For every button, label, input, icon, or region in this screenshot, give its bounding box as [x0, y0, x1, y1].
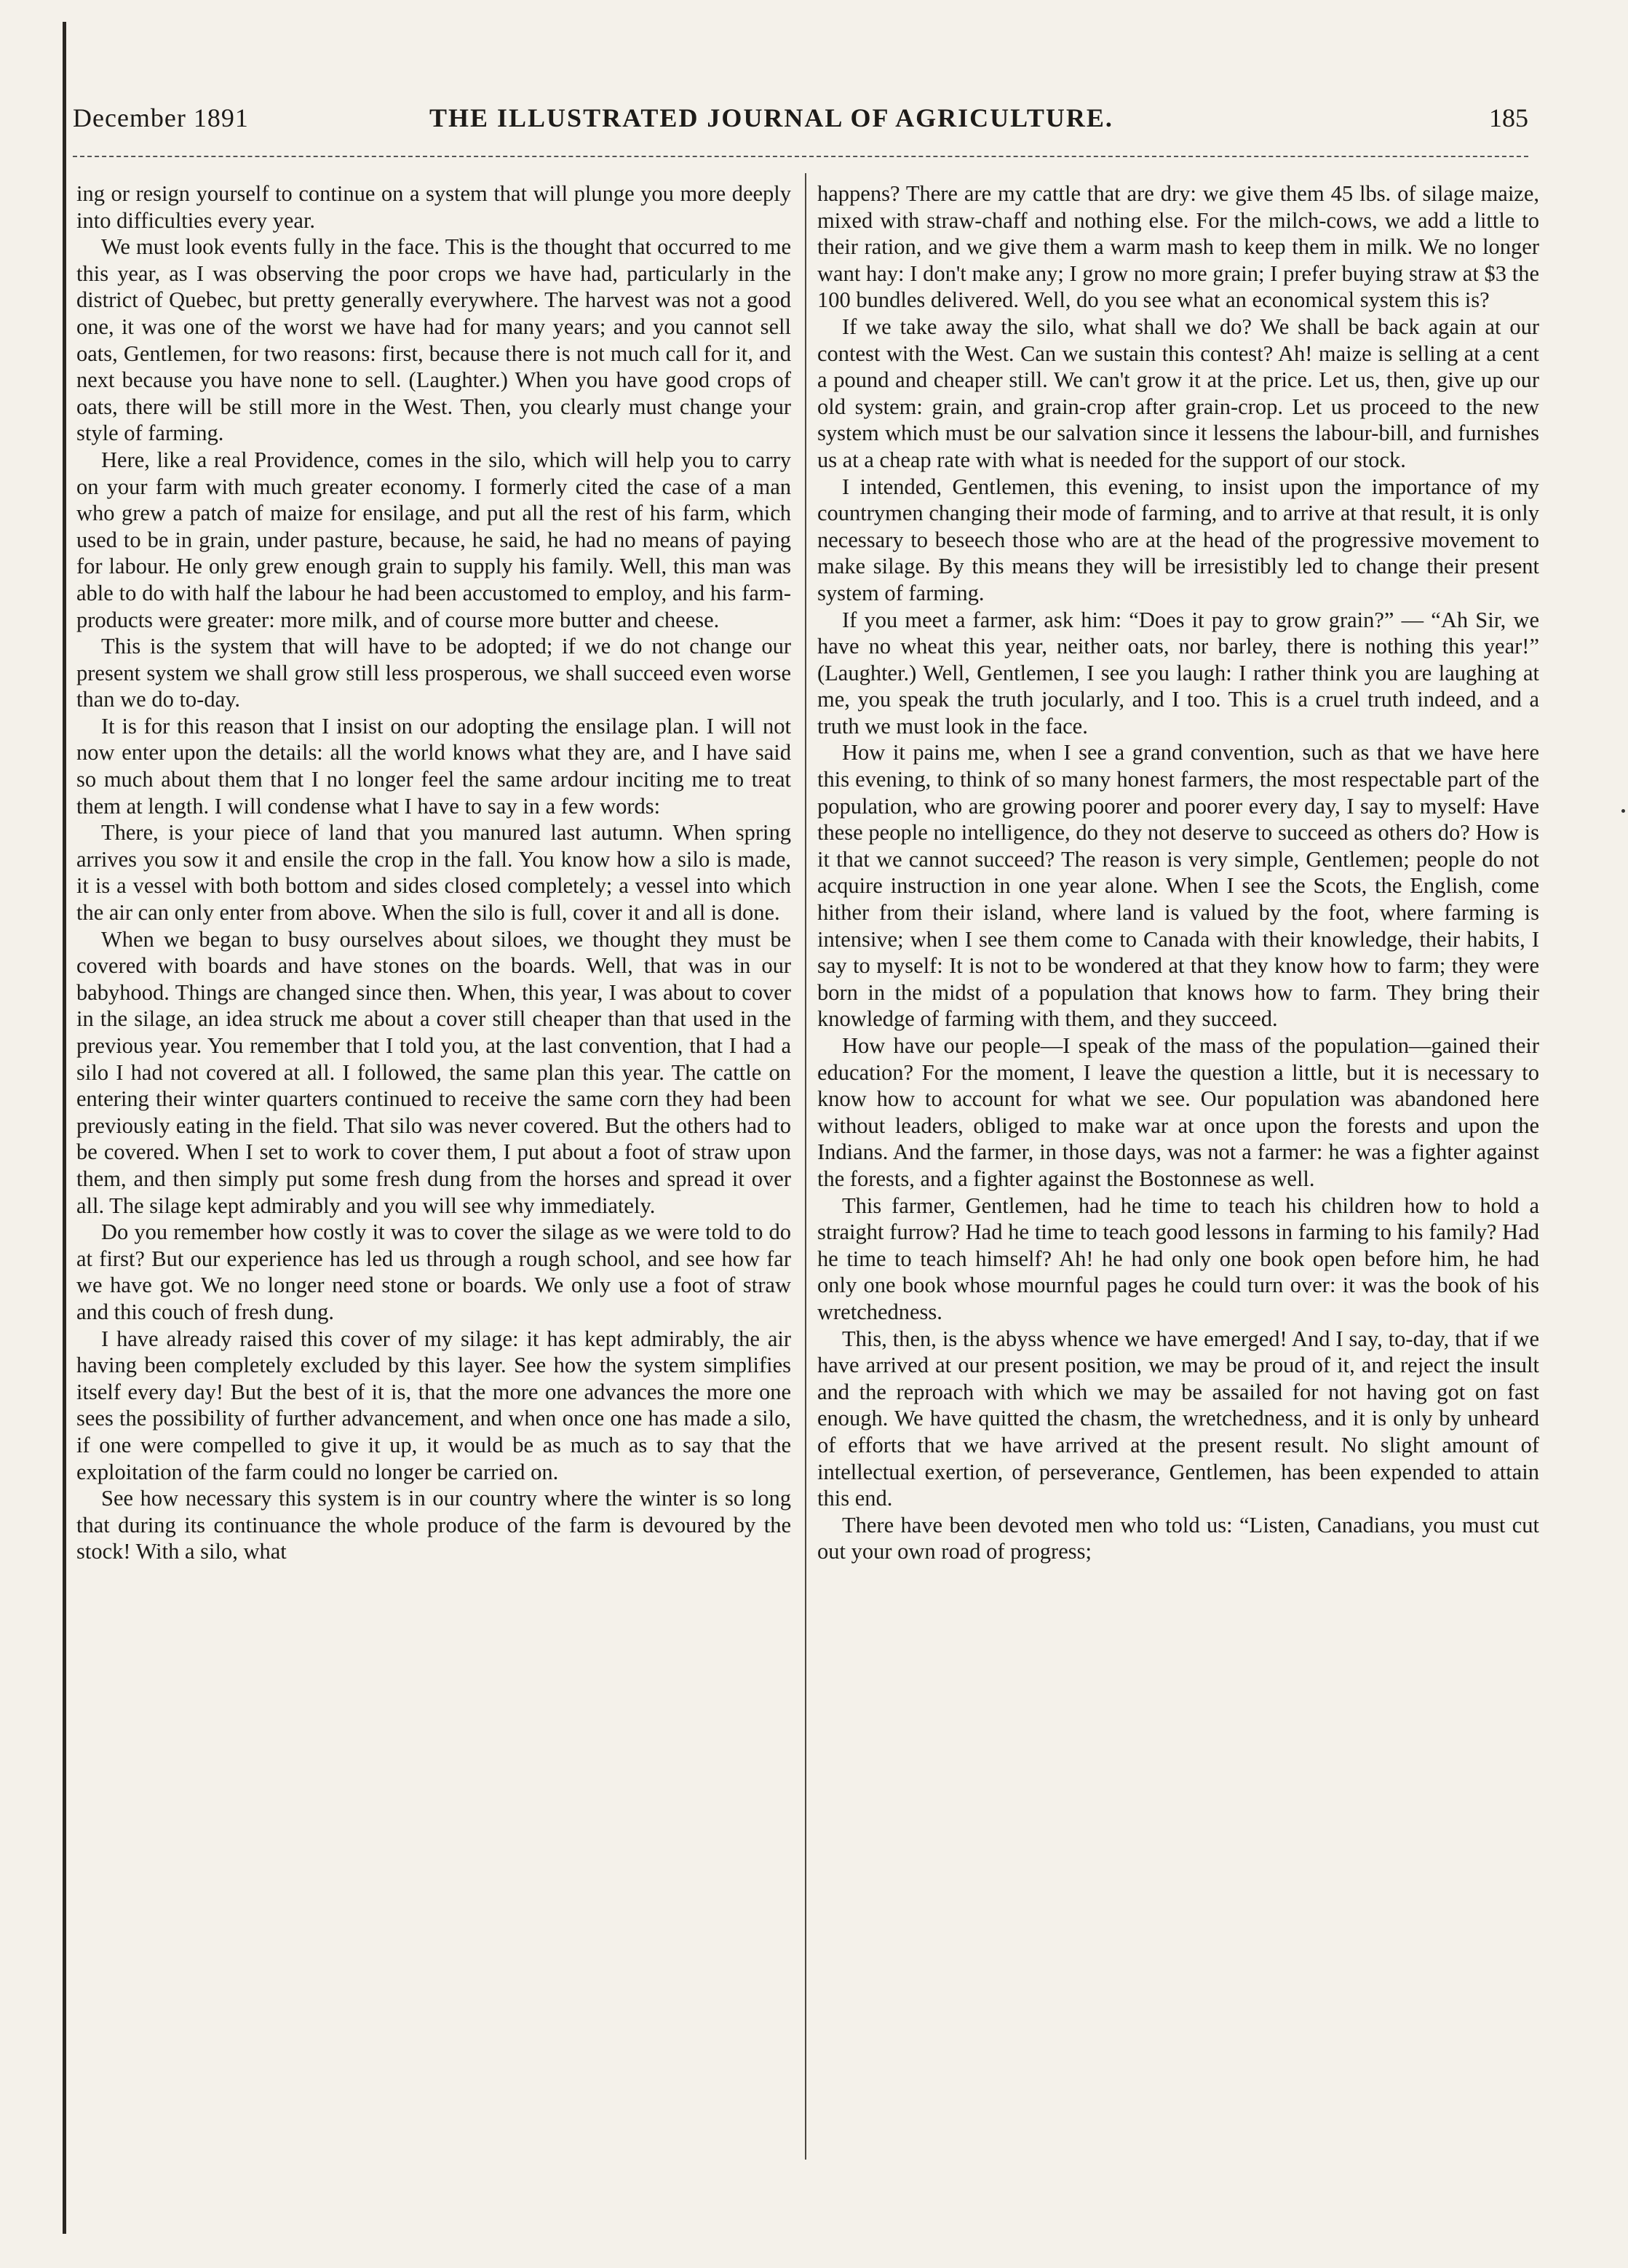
paragraph: When we began to busy ourselves about siloes, we thought they must be covered with boards and have stones on the boards. Well, that was in our babyhood. Things are changed since then. When, this year, I was about to cover in the silage, an idea struck me about a cover still cheaper than that used in the previous year. You remember that I told you, at the last convention, that I had a silo I had not covered at all. I followed, the same plan this year. The cattle on entering their winter quarters continued to receive the same corn they had been previously eating in the field. That silo was never covered. But the others had to be covered. When I set to work to cover them, I put about a foot of straw upon them, and then simply put some fresh dung from the horses and spread it over all. The silage kept admirably and you will see why immediately. [76, 926, 791, 1218]
paragraph: It is for this reason that I insist on our adopting the ensilage plan. I will not now enter upon the details: all the world knows what they are, and I have said so much about them that I no longer feel the same ardour inciting me to treat them at length. I will condense what I have to say in a few words: [76, 713, 791, 819]
paragraph: This, then, is the abyss whence we have emerged! And I say, to-day, that if we have arrived at our present position, we may be proud of it, and reject the insult and the reproach with which we may be assailed for not having got on fast enough. We have quitted the chasm, the wretchedness, and it is only by unheard of efforts that we have arrived at the present result. No slight amount of intellectual exertion, of perseverance, Gentlemen, has been expended to attain this end. [817, 1326, 1539, 1511]
paragraph: happens? There are my cattle that are dry: we give them 45 lbs. of silage maize, mixed with straw-chaff and nothing else. For the milch-cows, we add a little to their ration, and we give them a warm mash to keep them in milk. We no longer want hay: I don't make any; I grow no more grain; I prefer buying straw at $3 the 100 bundles delivered. Well, do you see what an economical system this is? [817, 181, 1539, 313]
right-column [817, 180, 1539, 1565]
page-binding-rule [63, 22, 66, 2234]
issue-date: December 1891 [73, 103, 249, 132]
column-divider [805, 173, 806, 2160]
page-header [73, 102, 1528, 146]
paragraph: Here, like a real Providence, comes in the silo, which will help you to carry on your farm with much greater economy. I formerly cited the case of a man who grew a patch of maize for ensilage, and put all the rest of his farm, which used to be in grain, under pasture, because, he said, he had no means of paying for labour. He only grew enough grain to supply his family. Well, this man was able to do with half the labour he had been accustomed to employ, and his farm-products were greater: more milk, and of course more butter and cheese. [76, 447, 791, 632]
paragraph: I intended, Gentlemen, this evening, to insist upon the importance of my countrymen changing their mode of farming, and to arrive at that result, it is only necessary to beseech those who are at the head of the progressive movement to make silage. By this means they will be irresistibly led to change their present system of farming. [817, 474, 1539, 605]
journal-title: THE ILLUSTRATED JOURNAL OF AGRICULTURE. [429, 103, 1113, 132]
paragraph: If we take away the silo, what shall we do? We shall be back again at our contest with the West. Can we sustain this contest? Ah! maize is selling at a cent a pound and cheaper still. We can't grow it at the price. Let us, then, give up our old system: grain, and grain-crop after grain-crop. Let us proceed to the new system which must be our salvation since it lessens the labour-bill, and furnishes us at a cheap rate with what is needed for the support of our stock. [817, 314, 1539, 472]
paragraph: If you meet a farmer, ask him: “Does it pay to grow grain?” — “Ah Sir, we have no wheat this year, neither oats, nor barley, there is nothing this year!” (Laughter.) Well, Gentlemen, I see you laugh: I rather think you are laughing at me, you speak the truth jocularly, and I too. This is a cruel truth indeed, and a truth we must look in the face. [817, 607, 1539, 739]
paragraph: There, is your piece of land that you manured last autumn. When spring arrives you sow it and ensile the crop in the fall. You know how a silo is made, it is a vessel with both bottom and sides closed completely; a vessel into which the air can only enter from above. When the silo is full, cover it and all is done. [76, 820, 791, 926]
paragraph: There have been devoted men who told us: “Listen, Canadians, you must cut out your own road of progress; [817, 1512, 1539, 1564]
paragraph: How it pains me, when I see a grand convention, such as that we have here this evening, to think of so many honest farmers, the most respectable part of the population, who are growing poorer and poorer every day, I say to myself: Have these people no intelligence, do they not deserve to succeed as others do? How is it that we cannot succeed? The reason is very simple, Gentlemen; people do not acquire instruction in one year alone. When I see the Scots, the English, come hither from their island, where land is valued by the foot, where farming is intensive; when I see them come to Canada with their knowledge, their habits, I say to myself: It is not to be wondered at that they know how to farm; they were born in the midst of a population that knows how to farm. They bring their knowledge of farming with them, and they succeed. [817, 740, 1539, 1032]
paragraph: I have already raised this cover of my silage: it has kept admirably, the air having been completely excluded by this layer. See how the system simplifies itself every day! But the best of it is, that the more one advances the more one sees the possibility of further advancement, and when once one has made a silo, if one were compelled to give it up, it would be as much as to say that the exploitation of the farm could no longer be carried on. [76, 1326, 791, 1484]
page-number: 185 [1489, 103, 1528, 132]
paragraph: How have our people—I speak of the mass of the population—gained their education? For the moment, I leave the question a little, but it is necessary to know how to account for what we see. Our population was abandoned here without leaders, obliged to make war at once upon the forests and upon the Indians. And the farmer, in those days, was not a farmer: he was a fighter against the forests, and a fighter against the Bostonnese as well. [817, 1033, 1539, 1191]
paragraph: Do you remember how costly it was to cover the silage as we were told to do at first? But our experience has led us through a rough school, and see how far we have got. We no longer need stone or boards. We only use a foot of straw and this couch of fresh dung. [76, 1219, 791, 1324]
paragraph: This is the system that will have to be adopted; if we do not change our present system we shall grow still less prosperous, we shall succeed even worse than we do to-day. [76, 634, 791, 712]
paragraph: ing or resign yourself to continue on a system that will plunge you more deeply into difficulties every year. [76, 181, 791, 233]
margin-dot [1621, 809, 1625, 813]
header-rule [73, 156, 1528, 157]
paragraph: This farmer, Gentlemen, had he time to teach his children how to hold a straight furrow? Had he time to teach good lessons in farming to his family? Had he time to teach himself? Ah! he had only one book open before him, he had only one book whose mournful pages he could turn over: it was the book of his wretchedness. [817, 1193, 1539, 1324]
paragraph: See how necessary this system is in our country where the winter is so long that during its continuance the whole produce of the farm is devoured by the stock! With a silo, what [76, 1486, 791, 1564]
paragraph: We must look events fully in the face. This is the thought that occurred to me this year, as I was observing the poor crops we have had, particularly in the district of Quebec, but pretty generally everywhere. The harvest was not a good one, it was one of the worst we have had for many years; and you cannot sell oats, Gentlemen, for two reasons: first, because there is not much call for it, and next because you have none to sell. (Laughter.) When you have good crops of oats, there will be still more in the West. Then, you clearly must change your style of farming. [76, 234, 791, 446]
left-column [76, 180, 791, 1565]
